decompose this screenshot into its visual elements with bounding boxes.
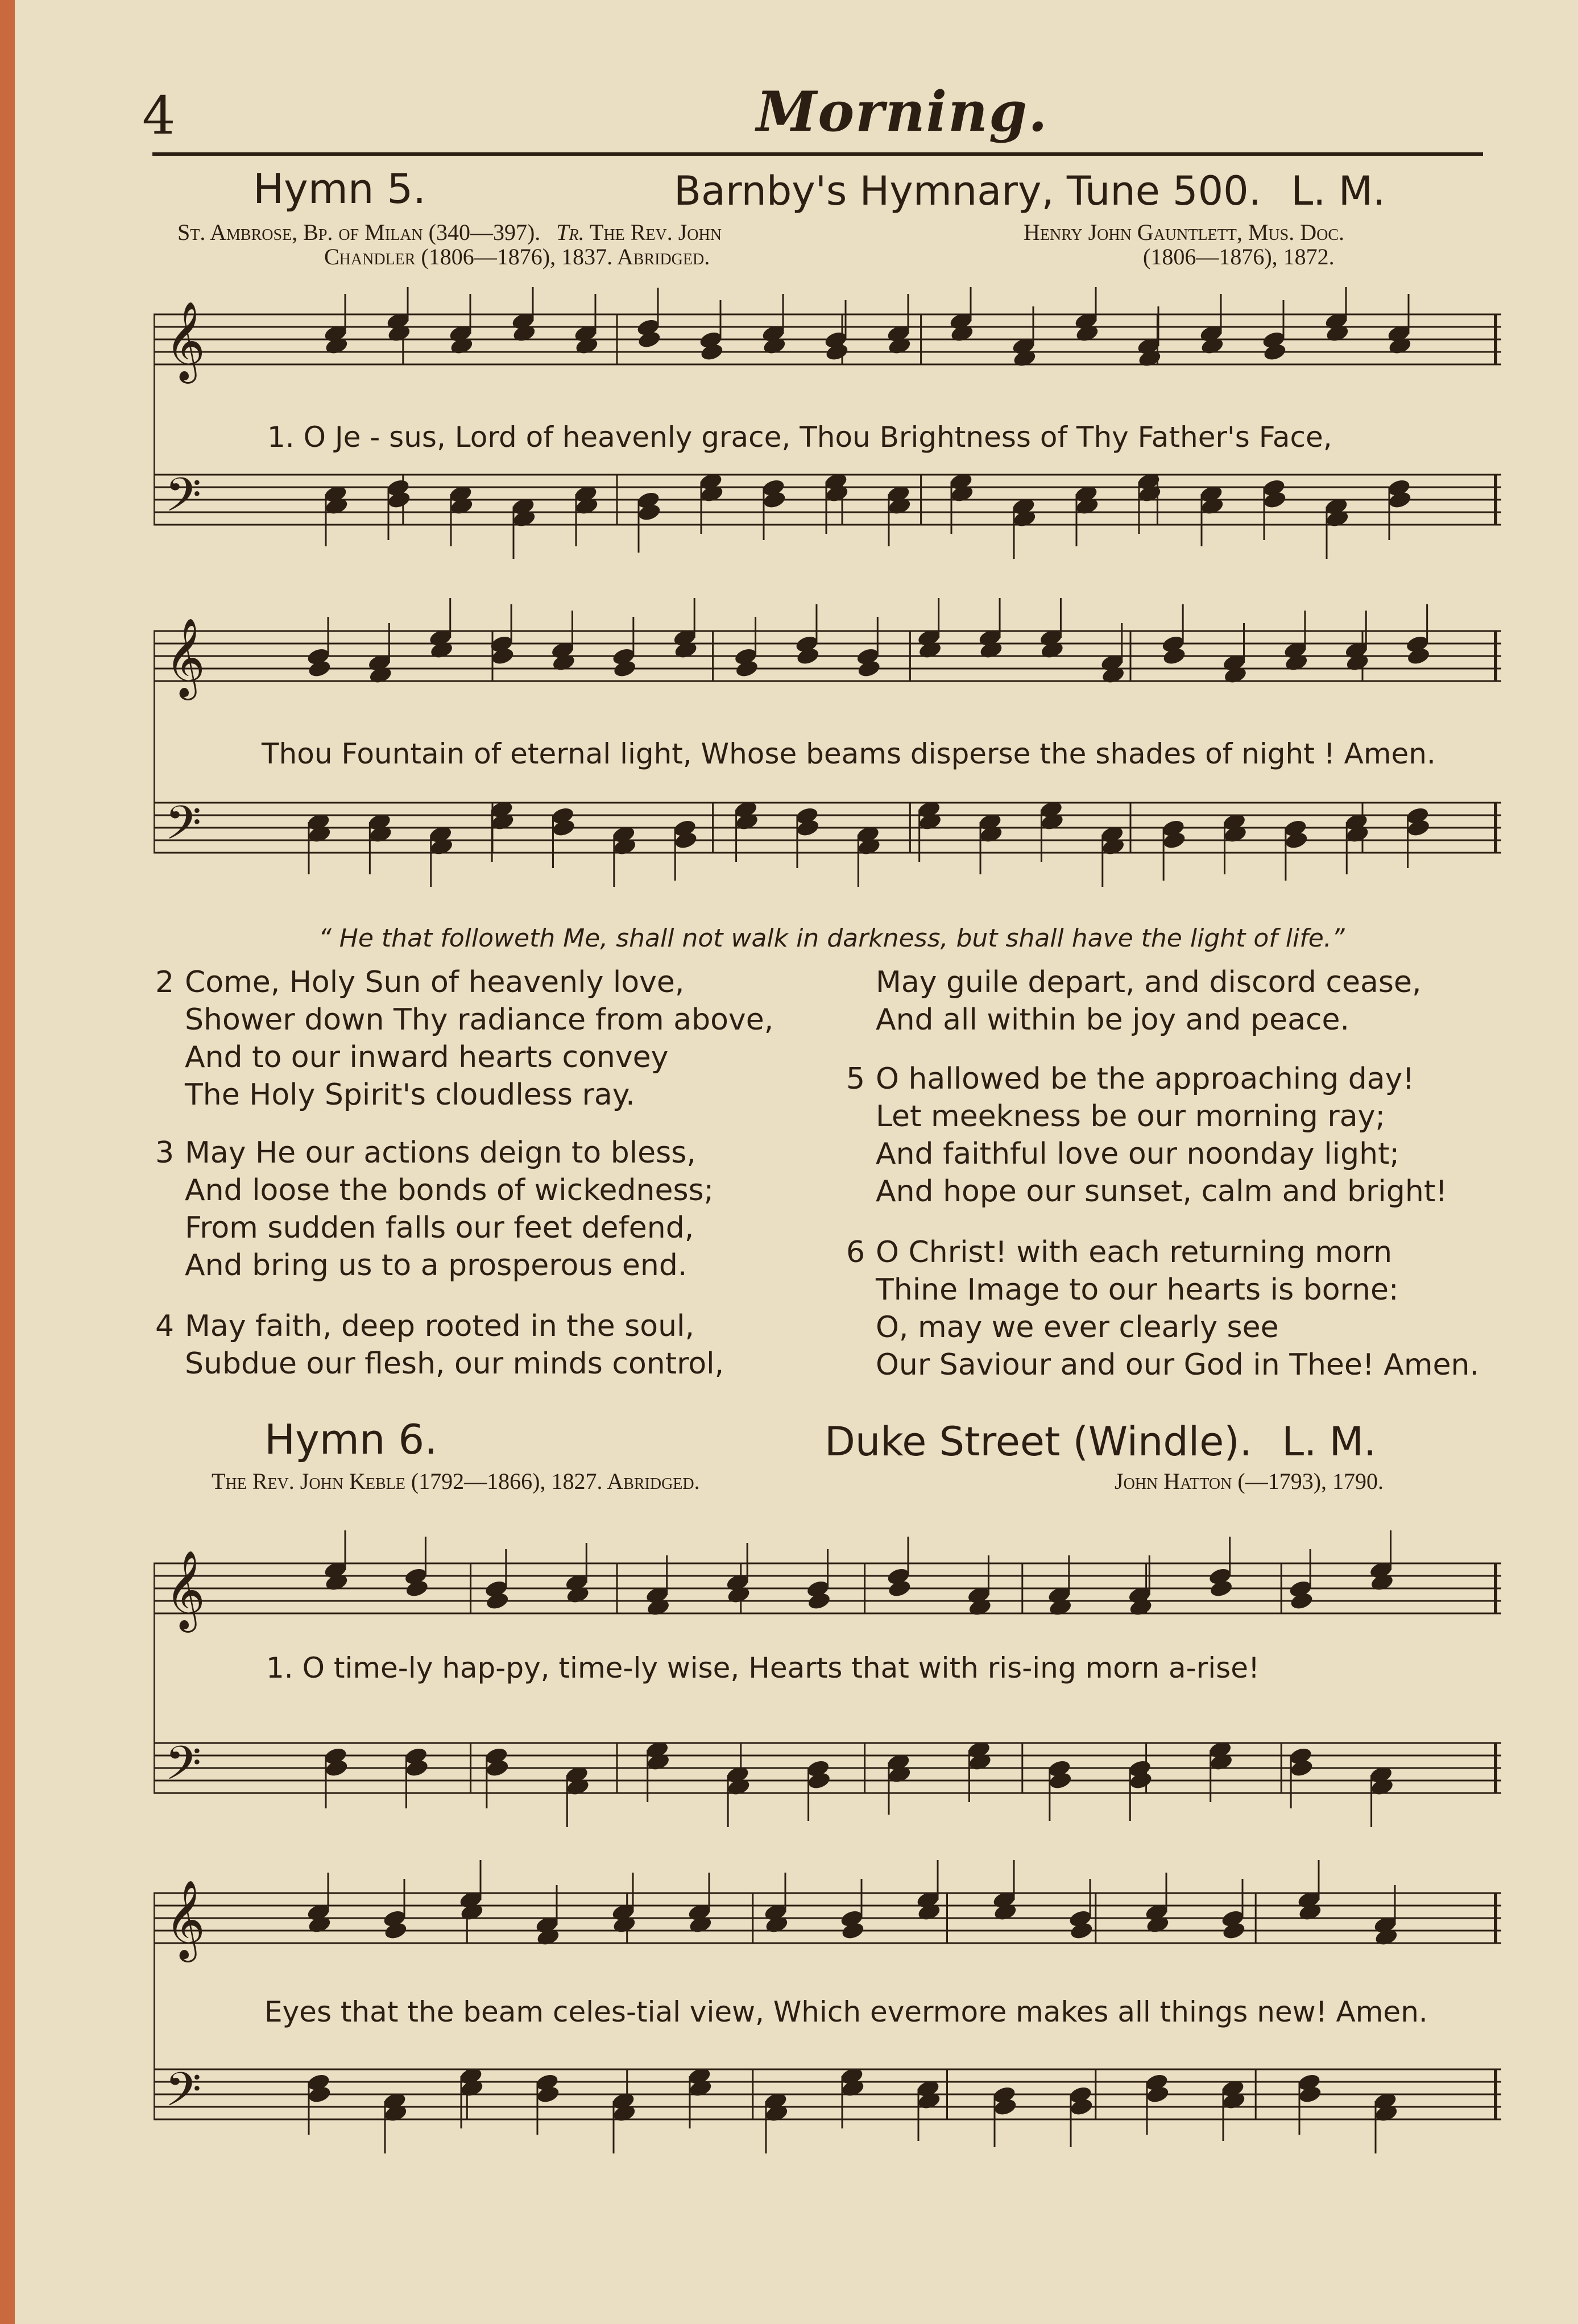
hymn5-author: St. Ambrose, Bp. of Milan (340—397).	[177, 219, 541, 245]
verse-line: And loose the bonds of wickedness;	[185, 1173, 714, 1207]
hymn5-composer-line1: Henry John Gauntlett, Mus. Doc.	[1024, 219, 1344, 245]
verse-line: And hope our sunset, calm and bright!	[876, 1175, 1448, 1209]
verse-3	[155, 1134, 714, 1284]
svg-text:𝄞: 𝄞	[165, 1550, 205, 1629]
hymn6-tune: Duke Street (Windle).	[825, 1418, 1252, 1465]
verse-line: And faithful love our noonday light;	[876, 1137, 1399, 1171]
verse-line: May He our actions deign to bless,	[185, 1136, 696, 1170]
verse-line: Thine Image to our hearts is borne:	[876, 1273, 1399, 1307]
verse-line: O hallowed be the approaching day!	[876, 1062, 1415, 1096]
svg-text:𝄢: 𝄢	[165, 795, 202, 862]
verse-line: And bring us to a prosperous end.	[185, 1248, 687, 1283]
verse-line: The Holy Spirit's cloudless ray.	[185, 1078, 635, 1112]
hymn5-number: 5.	[387, 165, 426, 213]
verse-line: May guile depart, and discord cease,	[876, 965, 1422, 999]
svg-text:𝄞: 𝄞	[165, 301, 205, 380]
verse-4-continued	[876, 964, 1422, 1039]
verse-number: 2	[155, 965, 175, 999]
svg-text:𝄞: 𝄞	[165, 618, 205, 697]
hymn6-heading	[264, 1416, 437, 1463]
hymn5-lyric-line1: 1. O Je - sus, Lord of heavenly grace, Thou Brightness of Thy Father's Face,	[267, 421, 1332, 454]
hymn6-label: Hymn	[264, 1416, 386, 1463]
svg-text:𝄢: 𝄢	[165, 1736, 202, 1802]
hymn5-author-line1	[177, 219, 722, 246]
verse-line: Our Saviour and our God in Thee! Amen.	[876, 1348, 1479, 1382]
verse-line: Shower down Thy radiance from above,	[185, 1003, 774, 1037]
verse-line: O, may we ever clearly see	[876, 1310, 1279, 1344]
hymn5-translator-prefix: Tr.	[556, 219, 585, 245]
verse-2	[155, 964, 774, 1114]
verse-number: 6	[846, 1235, 865, 1269]
verse-number: 5	[846, 1062, 865, 1096]
verse-4	[155, 1308, 724, 1383]
hymn6-tune-line	[825, 1418, 1376, 1465]
hymn5-translator: The Rev. John	[589, 219, 722, 245]
verse-5	[846, 1060, 1448, 1210]
running-title: Morning.	[756, 80, 1049, 144]
verse-line: Come, Holy Sun of heavenly love,	[185, 965, 685, 999]
verse-number: 3	[155, 1136, 175, 1170]
verse-line: And to our inward hearts convey	[185, 1040, 669, 1074]
verse-line: From sudden falls our feet defend,	[185, 1211, 694, 1245]
hymn5-composer-line2: (1806—1876), 1872.	[1143, 244, 1335, 269]
hymn5-heading	[253, 165, 426, 213]
verse-number: 4	[155, 1309, 175, 1343]
verse-line: May faith, deep rooted in the soul,	[185, 1309, 695, 1343]
hymn5-meter: L. M.	[1291, 168, 1386, 214]
verse-line: Let meekness be our morning ray;	[876, 1099, 1385, 1134]
hymn6-meter: L. M.	[1282, 1418, 1377, 1465]
header-rule	[152, 152, 1483, 156]
svg-text:𝄞: 𝄞	[165, 1880, 205, 1959]
hymn5-author-line2: Chandler (1806—1876), 1837. Abridged.	[324, 244, 710, 269]
hymn6-lyric-line2: Eyes that the beam celes-tial view, Which evermore makes all things new! Amen.	[264, 1995, 1428, 2028]
verse-6	[846, 1234, 1479, 1384]
hymn5-tune: Barnby's Hymnary, Tune 500.	[674, 168, 1261, 214]
hymn5-lyric-line2: Thou Fountain of eternal light, Whose beams disperse the shades of night ! Amen.	[262, 737, 1436, 770]
hymn5-tune-line	[674, 168, 1385, 214]
hymn5-label: Hymn	[253, 165, 374, 213]
verse-line: And all within be joy and peace.	[876, 1003, 1350, 1037]
svg-text:𝄢: 𝄢	[165, 2062, 202, 2128]
verse-line: Subdue our flesh, our minds control,	[185, 1347, 724, 1381]
page-number: 4	[142, 85, 176, 146]
hymn5-quote: “ He that followeth Me, shall not walk in darkness, but shall have the light of life.”	[318, 924, 1345, 953]
svg-text:𝄢: 𝄢	[165, 467, 202, 534]
hymn6-lyric-line1: 1. O time-ly hap-py, time-ly wise, Hearts that with ris-ing morn a-rise!	[266, 1651, 1260, 1684]
hymn6-number: 6.	[398, 1416, 438, 1463]
hymn6-composer: John Hatton (—1793), 1790.	[1115, 1468, 1384, 1494]
verse-line: O Christ! with each returning morn	[876, 1235, 1393, 1269]
hymn6-author: The Rev. John Keble (1792—1866), 1827. Abridged.	[212, 1468, 700, 1494]
page-edge	[0, 0, 15, 2324]
